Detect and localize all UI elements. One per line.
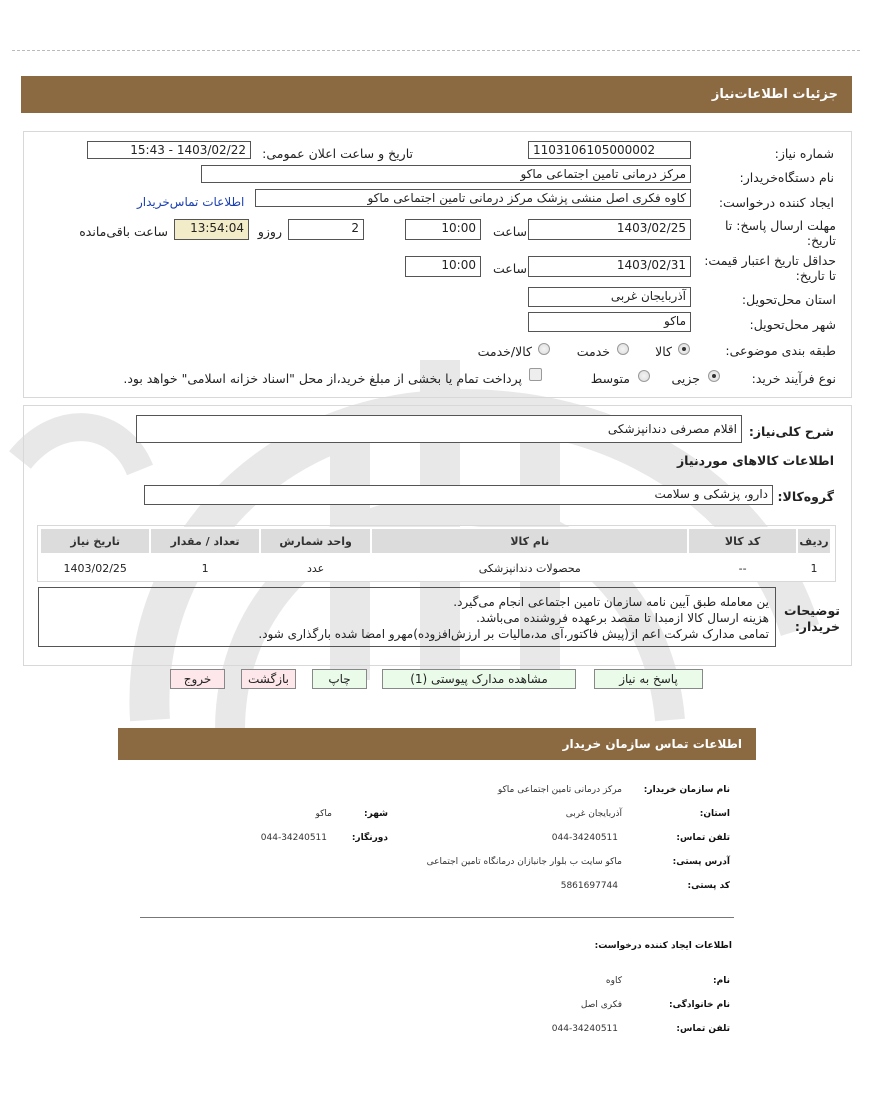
remaining-timer: 13:54:04 — [174, 219, 249, 240]
buyer-contact-link[interactable]: اطلاعات تماس‌خریدار — [137, 195, 245, 209]
back-button[interactable]: بازگشت — [241, 669, 296, 689]
fax-value: 044-34240511 — [260, 833, 327, 843]
family-value: فکری اصل — [580, 1000, 622, 1010]
deadline-label: مهلت ارسال پاسخ: تا تاریخ: — [725, 218, 836, 248]
cell-unit: عدد — [260, 554, 372, 581]
col-qty: تعداد / مقدار — [150, 528, 259, 554]
notes-line-3: تمامی مدارک شرکت اعم از(پیش فاکتور،آی مد،مالیات بر ارزش‌افزوده)مهرو امضا شده بارگذاری شود. — [258, 627, 769, 641]
page-header — [21, 76, 852, 113]
deadline-time-label: ساعت — [492, 224, 527, 239]
cell-name: محصولات دندانپزشکی — [371, 554, 688, 581]
goods-info-title: اطلاعات کالاهای مورد‌نیاز — [676, 453, 834, 468]
announce-label: تاریخ و ساعت اعلان عمومی: — [262, 146, 413, 161]
name-value: کاوه — [605, 976, 622, 986]
col-name: نام کالا — [371, 528, 688, 554]
contact-divider — [140, 917, 734, 918]
reply-button[interactable]: پاسخ به نیاز — [594, 669, 703, 689]
phone-c-label: تلفن تماس: — [676, 833, 730, 843]
table-row — [40, 554, 831, 581]
buyer-label: نام دستگاه‌خریدار: — [739, 170, 834, 185]
validity-time-field: 10:00 — [405, 256, 481, 277]
attachments-button[interactable]: مشاهده مدارک پیوستی (1) — [382, 669, 576, 689]
category-both-label: کالا/خدمت — [477, 344, 532, 359]
goods-group-field: دارو، پزشکی و سلامت — [144, 485, 773, 505]
exit-button[interactable]: خروج — [170, 669, 225, 689]
creator-phone-value: 044-34240511 — [551, 1024, 618, 1034]
purchase-minor-radio[interactable] — [708, 370, 720, 382]
province-label: استان محل‌تحویل: — [741, 292, 836, 307]
org-value: مرکز درمانی تامین اجتماعی ماکو — [497, 785, 622, 795]
validity-date-field: 1403/02/31 — [528, 256, 691, 277]
notes-line-1: ین معامله طبق آیین نامه سازمان تامین اجتماعی انجام می‌گیرد. — [453, 595, 769, 609]
col-code: کد کالا — [688, 528, 797, 554]
col-row: ردیف — [797, 528, 831, 554]
days-label: روزو — [257, 224, 282, 239]
purchase-medium-radio[interactable] — [638, 370, 650, 382]
category-service-radio[interactable] — [617, 343, 629, 355]
address-label: آدرس پستی: — [672, 857, 730, 867]
name-label: نام: — [713, 976, 730, 986]
category-goods-radio[interactable] — [678, 343, 690, 355]
items-table — [39, 527, 832, 581]
city-c-label: شهر: — [364, 809, 388, 819]
description-field: اقلام مصرفی دندانپزشکی — [136, 415, 742, 443]
page-title: جزئیات اطلاعات‌نیاز — [711, 87, 838, 102]
notes-box — [38, 587, 776, 647]
description-label: شرح کلی‌نیاز: — [748, 424, 834, 439]
city-field: ماکو — [528, 312, 691, 332]
cell-date: 1403/02/25 — [40, 554, 150, 581]
announce-field: 1403/02/22 - 15:43 — [87, 141, 251, 159]
cell-code: -- — [688, 554, 797, 581]
buyer-field: مرکز درمانی تامین اجتماعی ماکو — [201, 165, 691, 183]
treasury-text: پرداخت تمام یا بخشی از مبلغ خرید،از محل "اسناد خزانه اسلامی" خواهد بود. — [123, 371, 522, 386]
postal-value: 5861697744 — [560, 881, 618, 891]
deadline-date-field: 1403/02/25 — [528, 219, 691, 240]
treasury-checkbox[interactable] — [529, 368, 542, 381]
need-number-label: شماره نیاز: — [774, 146, 834, 161]
category-label: طبقه بندی موضوعی: — [725, 343, 836, 358]
notes-label: توضیحات خریدار: — [784, 603, 840, 634]
city-c-value: ماکو — [315, 809, 332, 819]
need-number-field: 1103106105000002 — [528, 141, 691, 159]
province-c-label: استان: — [699, 809, 730, 819]
category-both-radio[interactable] — [538, 343, 550, 355]
creator-label: ایجاد کننده درخواست: — [718, 195, 834, 210]
top-divider — [12, 50, 860, 51]
category-service-label: خدمت — [576, 344, 610, 359]
phone-c-value: 044-34240511 — [551, 833, 618, 843]
creator-field: کاوه فکری اصل منشی پزشک مرکز درمانی تامین اجتماعی ماکو — [255, 189, 691, 207]
remaining-label: ساعت باقی‌مانده — [79, 224, 168, 239]
purchase-minor-label: جزیی — [671, 371, 700, 386]
cell-qty: 1 — [150, 554, 259, 581]
city-label: شهر محل‌تحویل: — [749, 317, 836, 332]
cell-row: 1 — [797, 554, 831, 581]
col-date: تاریخ نیاز — [40, 528, 150, 554]
col-unit: واحد شمارش — [260, 528, 372, 554]
validity-label: حداقل تاریخ اعتبار قیمت: تا تاریخ: — [704, 253, 836, 283]
contact-header — [118, 728, 756, 760]
goods-group-label: گروه‌کالا: — [777, 489, 834, 504]
creator-info-title: اطلاعات ایجاد کننده درخواست: — [594, 941, 732, 951]
province-c-value: آذربایجان غربی — [565, 809, 622, 819]
address-value: ماکو سایت ب بلوار جانبازان درمانگاه تامین اجتماعی — [426, 857, 622, 867]
fax-label: دورنگار: — [351, 833, 388, 843]
postal-label: کد پستی: — [687, 881, 730, 891]
purchase-label: نوع فرآیند خرید: — [751, 371, 836, 386]
print-button[interactable]: چاپ — [312, 669, 367, 689]
purchase-medium-label: متوسط — [590, 371, 630, 386]
validity-time-label: ساعت — [492, 261, 527, 276]
province-field: آذربایجان غربی — [528, 287, 691, 307]
contact-title: اطلاعات تماس سازمان خریدار — [562, 737, 742, 751]
org-label: نام سازمان خریدار: — [643, 785, 730, 795]
family-label: نام خانوادگی: — [668, 1000, 730, 1010]
category-goods-label: کالا — [655, 344, 672, 359]
notes-line-2: هزینه ارسال کالا ازمبدا تا مقصد برعهده فروشنده می‌باشد. — [476, 611, 769, 625]
days-field: 2 — [288, 219, 364, 240]
deadline-time-field: 10:00 — [405, 219, 481, 240]
creator-phone-label: تلفن تماس: — [676, 1024, 730, 1034]
